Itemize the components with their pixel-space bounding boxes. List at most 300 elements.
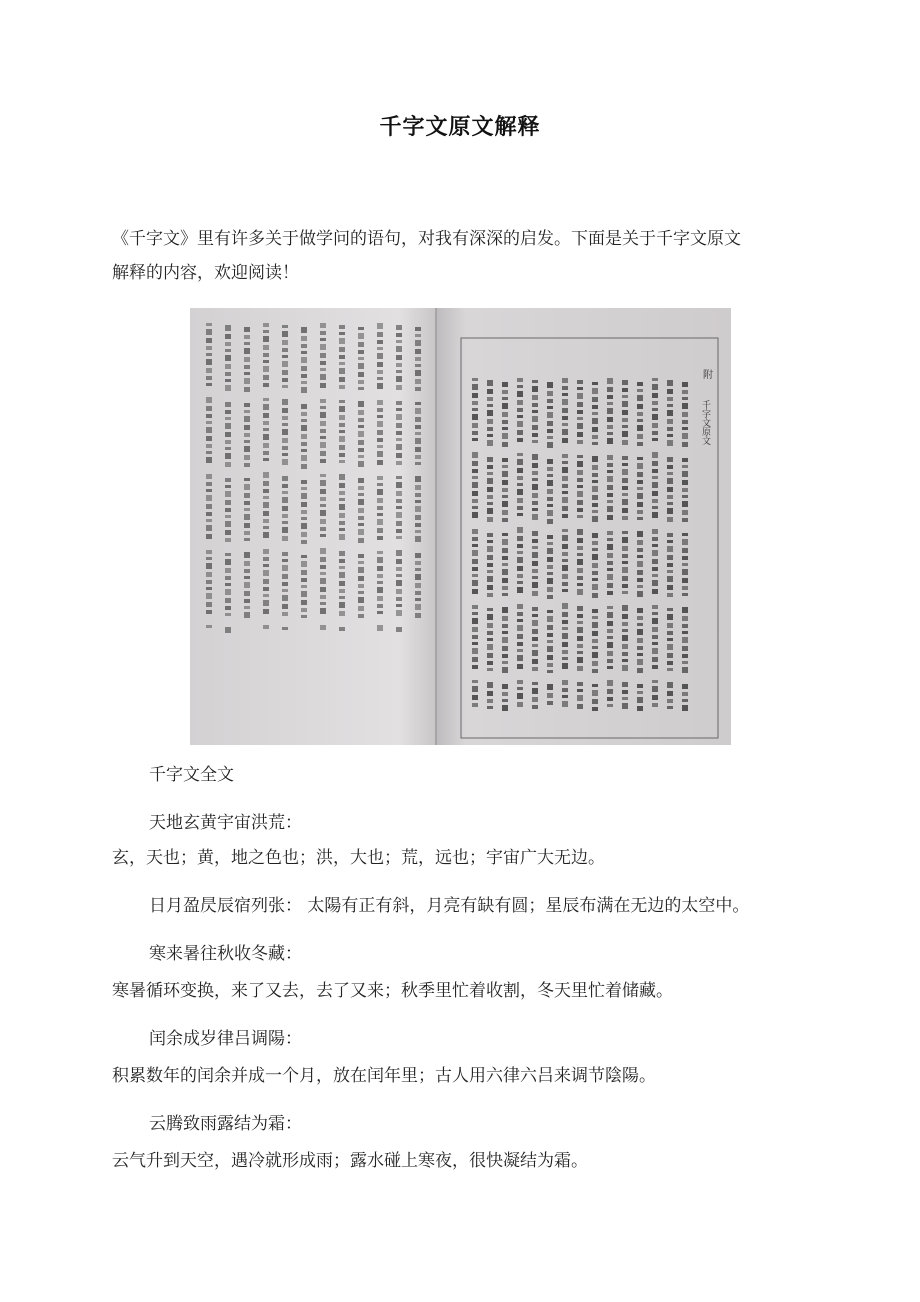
glyph-mark — [377, 323, 383, 329]
glyph-mark — [244, 612, 250, 618]
glyph-mark — [320, 557, 326, 562]
glyph-mark — [244, 455, 250, 460]
glyph-mark — [547, 480, 553, 486]
glyph-mark — [637, 463, 643, 469]
glyph-mark — [622, 629, 628, 632]
glyph-mark — [472, 703, 478, 707]
glyph-mark — [682, 631, 688, 634]
glyph-mark — [667, 478, 673, 484]
glyph-mark — [358, 567, 364, 573]
glyph-mark — [339, 491, 345, 495]
glyph-mark — [682, 518, 688, 522]
glyph-mark — [547, 391, 553, 396]
glyph-mark — [667, 668, 673, 671]
glyph-mark — [577, 657, 583, 663]
glyph-mark — [206, 587, 212, 590]
glyph-mark — [517, 438, 523, 442]
glyph-mark — [607, 642, 613, 648]
glyph-mark — [301, 419, 307, 422]
glyph-mark — [532, 478, 538, 481]
glyph-mark — [263, 549, 269, 554]
glyph-mark — [487, 682, 493, 688]
glyph-mark — [472, 438, 478, 441]
glyph-mark — [358, 380, 364, 384]
glyph-mark — [577, 636, 583, 641]
glyph-mark — [607, 438, 613, 444]
glyph-mark — [667, 614, 673, 620]
glyph-mark — [592, 456, 598, 462]
glyph-mark — [637, 382, 643, 386]
glyph-mark — [592, 427, 598, 432]
glyph-mark — [244, 463, 250, 467]
glyph-mark — [622, 703, 628, 709]
glyph-mark — [592, 412, 598, 415]
glyph-mark — [637, 395, 643, 401]
glyph-mark — [396, 423, 402, 428]
glyph-mark — [577, 423, 583, 429]
glyph-mark — [562, 476, 568, 481]
glyph-mark — [225, 342, 231, 346]
glyph-mark — [592, 382, 598, 385]
glyph-mark — [263, 458, 269, 461]
glyph-mark — [415, 438, 421, 444]
glyph-mark — [547, 535, 553, 539]
glyph-mark — [244, 501, 250, 505]
glyph-mark — [532, 582, 538, 588]
glyph-mark — [637, 493, 643, 499]
glyph-mark — [225, 521, 231, 527]
glyph-mark — [592, 533, 598, 538]
glyph-mark — [532, 591, 538, 596]
glyph-mark — [301, 374, 307, 378]
glyph-mark — [282, 506, 288, 511]
glyph-mark — [532, 667, 538, 671]
glyph-mark — [244, 410, 250, 413]
glyph-mark — [415, 485, 421, 490]
glyph-mark — [682, 637, 688, 643]
glyph-mark — [547, 510, 553, 516]
glyph-mark — [282, 399, 288, 405]
glyph-mark — [682, 480, 688, 485]
glyph-mark — [320, 436, 326, 439]
glyph-mark — [415, 432, 421, 435]
glyph-mark — [637, 434, 643, 439]
glyph-mark — [301, 425, 307, 431]
glyph-mark — [472, 461, 478, 466]
glyph-mark — [282, 484, 288, 488]
glyph-mark — [622, 614, 628, 619]
glyph-mark — [592, 690, 598, 696]
glyph-mark — [607, 689, 613, 694]
glyph-mark — [339, 483, 345, 488]
glyph-mark — [532, 416, 538, 422]
glyph-mark — [415, 561, 421, 565]
glyph-mark — [532, 637, 538, 641]
glyph-mark — [547, 459, 553, 464]
glyph-mark — [472, 529, 478, 534]
glyph-mark — [301, 404, 307, 409]
glyph-mark — [577, 470, 583, 475]
glyph-mark — [487, 540, 493, 543]
glyph-mark — [502, 427, 508, 430]
glyph-mark — [282, 429, 288, 435]
glyph-mark — [562, 506, 568, 511]
glyph-mark — [339, 338, 345, 344]
glyph-mark — [282, 446, 288, 450]
glyph-mark — [282, 559, 288, 562]
glyph-mark — [622, 401, 628, 407]
glyph-mark — [377, 587, 383, 593]
glyph-mark — [637, 623, 643, 626]
glyph-mark — [244, 372, 250, 375]
glyph-mark — [502, 412, 508, 417]
glyph-mark — [206, 519, 212, 522]
glyph-mark — [396, 580, 402, 586]
glyph-mark — [562, 650, 568, 654]
verse-1: 天地玄黄宇宙洪荒： — [149, 813, 302, 833]
glyph-mark — [377, 604, 383, 608]
glyph-mark — [532, 705, 538, 709]
glyph-mark — [339, 611, 345, 616]
glyph-mark — [301, 570, 307, 575]
glyph-mark — [415, 349, 421, 354]
glyph-mark — [547, 595, 553, 599]
glyph-mark — [282, 521, 288, 524]
glyph-mark — [415, 591, 421, 595]
glyph-mark — [652, 550, 658, 556]
glyph-mark — [377, 421, 383, 427]
glyph-mark — [622, 469, 628, 475]
glyph-mark — [339, 453, 345, 457]
glyph-mark — [562, 627, 568, 630]
glyph-mark — [472, 550, 478, 556]
glyph-mark — [502, 684, 508, 689]
glyph-mark — [532, 607, 538, 611]
glyph-mark — [592, 631, 598, 636]
glyph-mark — [415, 447, 421, 452]
glyph-mark — [682, 442, 688, 447]
glyph-mark — [667, 563, 673, 567]
glyph-mark — [562, 688, 568, 692]
glyph-mark — [682, 593, 688, 596]
glyph-mark — [652, 544, 658, 547]
glyph-mark — [517, 498, 523, 503]
glyph-mark — [206, 572, 212, 577]
glyph-mark — [577, 432, 583, 437]
glyph-mark — [637, 419, 643, 422]
glyph-mark — [577, 387, 583, 390]
glyph-mark — [339, 347, 345, 352]
glyph-mark — [320, 608, 326, 614]
glyph-mark — [358, 561, 364, 564]
glyph-mark — [339, 504, 345, 510]
glyph-mark — [415, 379, 421, 384]
glyph-mark — [487, 555, 493, 560]
glyph-mark — [592, 541, 598, 545]
glyph-mark — [396, 559, 402, 564]
glyph-mark — [667, 389, 673, 394]
glyph-mark — [562, 416, 568, 420]
glyph-mark — [206, 550, 212, 554]
glyph-mark — [358, 614, 364, 618]
glyph-mark — [320, 534, 326, 537]
glyph-mark — [472, 482, 478, 488]
glyph-mark — [415, 553, 421, 558]
glyph-mark — [358, 455, 364, 458]
glyph-mark — [622, 425, 628, 428]
glyph-mark — [225, 402, 231, 407]
glyph-mark — [502, 539, 508, 545]
glyph-mark — [622, 395, 628, 398]
glyph-mark — [472, 559, 478, 564]
glyph-mark — [637, 472, 643, 477]
glyph-mark — [502, 705, 508, 711]
glyph-mark — [637, 668, 643, 673]
glyph-mark — [547, 504, 553, 507]
glyph-mark — [637, 684, 643, 688]
glyph-mark — [225, 372, 231, 376]
glyph-mark — [358, 516, 364, 520]
glyph-mark — [622, 635, 628, 641]
glyph-mark — [320, 504, 326, 507]
glyph-mark — [282, 491, 288, 494]
glyph-mark — [301, 480, 307, 484]
glyph-mark — [577, 644, 583, 648]
glyph-mark — [225, 349, 231, 352]
glyph-mark — [607, 408, 613, 414]
glyph-mark — [667, 380, 673, 386]
glyph-mark — [206, 359, 212, 365]
glyph-mark — [415, 417, 421, 422]
glyph-mark — [592, 593, 598, 598]
glyph-mark — [339, 602, 345, 608]
glyph-mark — [682, 510, 688, 515]
glyph-mark — [517, 430, 523, 435]
glyph-mark — [487, 410, 493, 416]
glyph-mark — [244, 552, 250, 558]
glyph-mark — [622, 682, 628, 687]
glyph-mark — [682, 692, 688, 696]
glyph-mark — [225, 478, 231, 482]
glyph-mark — [577, 704, 583, 709]
glyph-mark — [225, 538, 231, 542]
glyph-mark — [667, 706, 673, 709]
glyph-mark — [607, 568, 613, 571]
glyph-mark — [282, 325, 288, 328]
glyph-mark — [263, 625, 269, 629]
glyph-mark — [607, 697, 613, 701]
glyph-mark — [358, 448, 364, 452]
glyph-mark — [301, 336, 307, 341]
glyph-mark — [487, 389, 493, 394]
glyph-mark — [206, 457, 212, 463]
glyph-mark — [301, 351, 307, 354]
glyph-mark — [577, 695, 583, 701]
glyph-mark — [396, 363, 402, 367]
glyph-mark — [358, 606, 364, 611]
glyph-mark — [225, 491, 231, 497]
glyph-mark — [320, 527, 326, 531]
glyph-mark — [263, 353, 269, 357]
glyph-mark — [263, 383, 269, 387]
glyph-mark — [652, 627, 658, 632]
glyph-mark — [301, 591, 307, 597]
glyph-mark — [487, 668, 493, 671]
glyph-mark — [577, 583, 583, 586]
glyph-mark — [547, 633, 553, 637]
glyph-mark — [472, 499, 478, 503]
glyph-mark — [652, 414, 658, 420]
explanation-2: 太陽有正有斜，月亮有缺有圆；星辰布满在无边的太空中。 — [307, 896, 750, 916]
glyph-mark — [472, 627, 478, 632]
glyph-mark — [244, 538, 250, 541]
glyph-mark — [547, 578, 553, 584]
glyph-mark — [607, 417, 613, 422]
glyph-mark — [592, 707, 598, 711]
glyph-mark — [206, 444, 212, 448]
glyph-mark — [396, 491, 402, 496]
glyph-mark — [358, 342, 364, 347]
glyph-mark — [415, 583, 421, 588]
glyph-mark — [206, 512, 212, 516]
glyph-mark — [652, 612, 658, 615]
glyph-mark — [502, 488, 508, 492]
glyph-mark — [637, 517, 643, 520]
glyph-mark — [225, 462, 231, 467]
glyph-mark — [667, 699, 673, 703]
glyph-mark — [562, 701, 568, 707]
glyph-mark — [667, 546, 673, 552]
glyph-mark — [607, 636, 613, 639]
glyph-mark — [339, 474, 345, 480]
glyph-mark — [517, 664, 523, 669]
glyph-mark — [592, 609, 598, 613]
glyph-mark — [637, 653, 643, 656]
glyph-mark — [206, 323, 212, 326]
glyph-mark — [607, 629, 613, 633]
glyph-mark — [358, 584, 364, 588]
glyph-mark — [320, 406, 326, 409]
glyph-mark — [487, 427, 493, 431]
glyph-mark — [622, 567, 628, 573]
glyph-mark — [487, 563, 493, 567]
page-title: 千字文原文解释 — [379, 115, 541, 140]
glyph-mark — [667, 682, 673, 688]
glyph-mark — [517, 649, 523, 652]
glyph-mark — [206, 346, 212, 350]
glyph-mark — [377, 506, 383, 510]
glyph-mark — [225, 385, 231, 391]
glyph-mark — [622, 388, 628, 392]
glyph-mark — [577, 529, 583, 535]
glyph-mark — [532, 463, 538, 468]
glyph-mark — [377, 476, 383, 480]
glyph-mark — [377, 536, 383, 540]
glyph-mark — [320, 451, 326, 456]
glyph-mark — [607, 666, 613, 669]
glyph-mark — [396, 567, 402, 571]
glyph-mark — [577, 417, 583, 420]
glyph-mark — [592, 563, 598, 568]
glyph-mark — [652, 431, 658, 435]
glyph-mark — [607, 583, 613, 588]
glyph-mark — [607, 378, 613, 384]
glyph-mark — [487, 533, 493, 537]
glyph-mark — [358, 499, 364, 505]
glyph-mark — [472, 476, 478, 479]
glyph-mark — [244, 378, 250, 384]
glyph-mark — [622, 410, 628, 415]
glyph-mark — [487, 570, 493, 573]
glyph-mark — [301, 502, 307, 507]
glyph-mark — [607, 574, 613, 580]
glyph-mark — [301, 434, 307, 439]
glyph-mark — [562, 467, 568, 473]
glyph-mark — [415, 340, 421, 346]
verse-5: 云腾致雨露结为霜： — [149, 1114, 302, 1134]
glyph-mark — [547, 421, 553, 426]
glyph-mark — [637, 706, 643, 711]
glyph-mark — [622, 456, 628, 460]
glyph-mark — [577, 508, 583, 512]
glyph-mark — [562, 535, 568, 541]
glyph-mark — [682, 586, 688, 590]
glyph-mark — [637, 570, 643, 575]
glyph-mark — [263, 398, 269, 401]
glyph-mark — [225, 379, 231, 382]
glyph-mark — [415, 364, 421, 367]
glyph-mark — [301, 455, 307, 461]
glyph-mark — [282, 416, 288, 420]
glyph-mark — [517, 587, 523, 593]
glyph-mark — [607, 621, 613, 626]
glyph-mark — [637, 629, 643, 635]
glyph-mark — [502, 578, 508, 583]
glyph-mark — [682, 433, 688, 439]
glyph-mark — [637, 531, 643, 537]
glyph-mark — [502, 646, 508, 651]
glyph-mark — [244, 433, 250, 437]
glyph-mark — [562, 393, 568, 396]
glyph-mark — [622, 561, 628, 564]
glyph-mark — [637, 457, 643, 460]
glyph-mark — [562, 423, 568, 426]
glyph-mark — [339, 566, 345, 569]
glyph-mark — [320, 374, 326, 380]
glyph-mark — [377, 574, 383, 578]
glyph-mark — [682, 646, 688, 651]
glyph-mark — [244, 348, 250, 354]
glyph-mark — [622, 591, 628, 594]
glyph-mark — [682, 548, 688, 553]
glyph-mark — [577, 576, 583, 580]
glyph-mark — [607, 395, 613, 399]
glyph-mark — [532, 403, 538, 407]
glyph-mark — [517, 415, 523, 418]
glyph-mark — [607, 680, 613, 686]
glyph-mark — [377, 438, 383, 442]
glyph-mark — [652, 469, 658, 473]
glyph-mark — [502, 442, 508, 447]
glyph-mark — [487, 706, 493, 709]
glyph-mark — [667, 465, 673, 469]
glyph-mark — [320, 361, 326, 365]
verse-3: 寒来暑往秋收冬藏： — [149, 944, 302, 964]
glyph-mark — [547, 474, 553, 477]
glyph-mark — [415, 402, 421, 405]
glyph-mark — [358, 591, 364, 594]
glyph-mark — [358, 333, 364, 339]
